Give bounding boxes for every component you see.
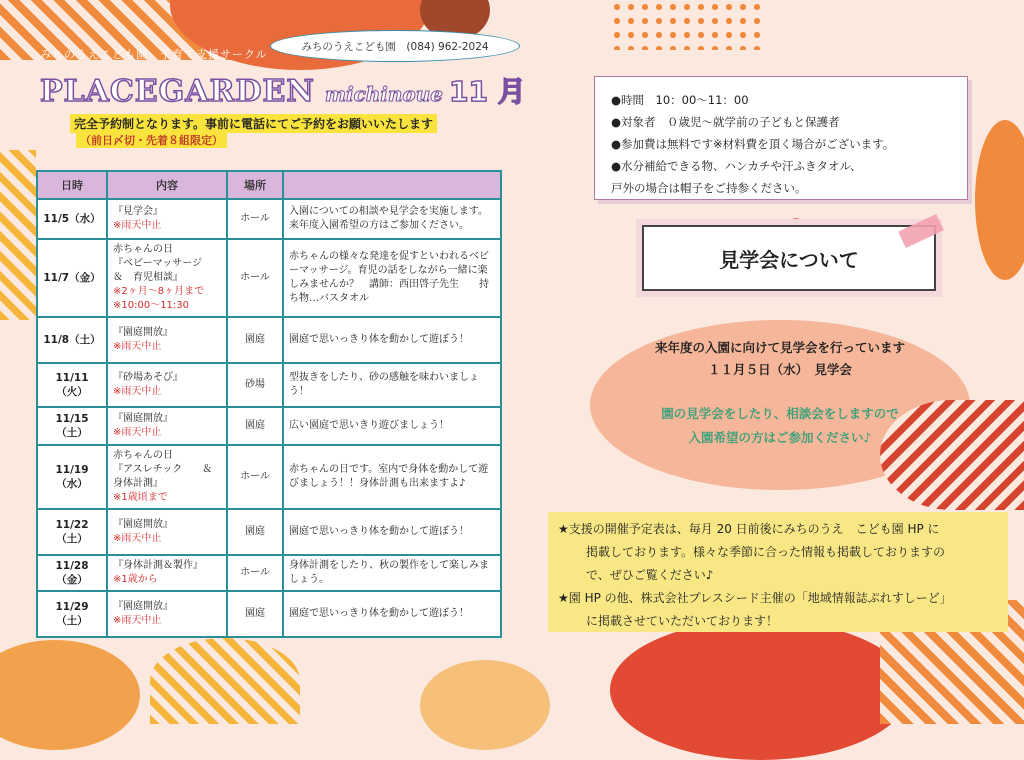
header-content: 内容	[107, 171, 227, 199]
support-line: 掲載しております。様々な季節に合った情報も掲載しておりますの	[586, 545, 946, 559]
table-row	[37, 509, 501, 555]
row-title: 赤ちゃんの日	[113, 244, 173, 255]
deco-blob-right-top	[975, 120, 1024, 280]
row-content	[107, 591, 227, 637]
schedule-header-row	[37, 171, 501, 199]
row-title: 『園庭開放』	[113, 519, 173, 530]
row-date: 11/22（土）	[37, 509, 107, 555]
table-row	[37, 363, 501, 407]
visit-line-3: 園の見学会をしたり、相談会をしますので	[661, 406, 899, 421]
row-date: 11/7（金）	[37, 239, 107, 317]
header-description	[283, 171, 501, 199]
row-title-2: 『アスレチック ＆身体計測』	[113, 464, 213, 489]
deco-blob-bottom-right	[610, 620, 910, 760]
row-note: ※雨天中止	[113, 386, 162, 397]
row-content	[107, 239, 227, 317]
row-note: ※2ヶ月〜8ヶ月まで	[113, 286, 205, 297]
visit-line-2: １１月５日（水） 見学会	[708, 362, 852, 377]
row-title: 『見学会』	[113, 206, 163, 217]
page-title	[40, 70, 526, 109]
row-date: 11/8（土）	[37, 317, 107, 363]
row-title: 『砂場あそび』	[113, 372, 183, 383]
table-row	[37, 407, 501, 445]
deco-dots-top-right	[610, 0, 760, 50]
support-info-box	[548, 512, 1008, 632]
row-date: 11/15（土）	[37, 407, 107, 445]
row-content	[107, 555, 227, 591]
schedule-table	[36, 170, 502, 638]
row-description: 園庭で思いっきり体を動かして遊ぼう！	[283, 591, 501, 637]
row-date: 11/29（土）	[37, 591, 107, 637]
row-description: 園庭で思いっきり体を動かして遊ぼう！	[283, 317, 501, 363]
row-content	[107, 445, 227, 509]
title-sub: michinoue	[324, 82, 444, 106]
row-title: 『身体計測＆製作』	[113, 560, 203, 571]
table-row	[37, 317, 501, 363]
row-place: ホール	[227, 199, 283, 239]
support-line: ★園 HP の他、株式会社プレスシード主催の「地域情報誌ぷれすしーど」	[558, 591, 952, 605]
support-line: で、ぜひご覧ください♪	[586, 568, 714, 582]
table-row	[37, 555, 501, 591]
row-title-2: 『ベビーマッサージ ＆ 育児相談』	[113, 258, 222, 283]
row-place: 園庭	[227, 317, 283, 363]
header-place: 場所	[227, 171, 283, 199]
row-description: 赤ちゃんの様々な発達を促すといわれるベビーマッサージ。育児の話をしながら一緒に楽しみませんか？ 講師：西田啓子先生 持ち物…バスタオル	[283, 239, 501, 317]
row-place: ホール	[227, 445, 283, 509]
row-description: 園庭で思いっきり体を動かして遊ぼう！	[283, 509, 501, 555]
support-line: に掲載させていただいております！	[586, 614, 779, 628]
title-month: 11 月	[449, 75, 526, 108]
support-line: ★支援の開催予定表は、毎月 20 日前後にみちのうえ こども園 HP に	[558, 522, 940, 536]
row-description: 広い園庭で思いきり遊びましょう！	[283, 407, 501, 445]
reservation-deadline: （前日〆切・先着８組限定）	[76, 132, 227, 148]
row-note: ※雨天中止	[113, 427, 162, 438]
info-line: ●参加費は無料です※材料費を頂く場合がございます。	[611, 137, 895, 151]
row-note-2: ※10:00〜11:30	[113, 300, 190, 311]
row-note: ※1歳から	[113, 574, 158, 585]
row-note: ※雨天中止	[113, 341, 162, 352]
row-note: ※雨天中止	[113, 615, 162, 626]
row-place: 砂場	[227, 363, 283, 407]
title-main: PLACEGARDEN	[40, 74, 315, 109]
table-row	[37, 445, 501, 509]
row-content	[107, 199, 227, 239]
row-description: 身体計測をしたり、秋の製作をして楽しみましょう。	[283, 555, 501, 591]
row-note: ※雨天中止	[113, 220, 162, 231]
reservation-notice: 完全予約制となります。事前に電話にてご予約をお願いいたします	[70, 114, 437, 133]
row-description: 入園についての相談や見学会を実施します。来年度入園希望の方はご参加ください。	[283, 199, 501, 239]
info-line: ●時間 10：00〜11：00	[611, 93, 749, 107]
visit-line-4: 入園希望の方はご参加ください♪	[688, 430, 872, 445]
row-date: 11/19（水）	[37, 445, 107, 509]
brand-text: みちのうえこども園 子育て支援サークル	[40, 48, 268, 61]
info-line: ●水分補給できる物、ハンカチや汗ふきタオル、	[611, 159, 862, 173]
deco-stripe-bottom	[150, 638, 300, 724]
row-place: 園庭	[227, 509, 283, 555]
deco-blob-bottom-left	[0, 640, 140, 750]
row-description: 型抜きをしたり、砂の感触を味わいましょう！	[283, 363, 501, 407]
row-date: 11/5（水）	[37, 199, 107, 239]
visit-line-1: 来年度の入園に向けて見学会を行っています	[654, 340, 905, 355]
row-content	[107, 407, 227, 445]
deco-blob-bottom-center	[420, 660, 550, 750]
info-box	[594, 76, 968, 200]
row-date: 11/11（火）	[37, 363, 107, 407]
row-place: 園庭	[227, 591, 283, 637]
row-content	[107, 509, 227, 555]
table-row	[37, 591, 501, 637]
info-line: 戸外の場合は帽子をご持参ください。	[611, 181, 807, 195]
visit-card-title: 見学会について	[642, 225, 936, 291]
row-note: ※雨天中止	[113, 533, 162, 544]
row-place: 園庭	[227, 407, 283, 445]
table-row	[37, 239, 501, 317]
row-title: 赤ちゃんの日	[113, 450, 173, 461]
table-row	[37, 199, 501, 239]
deco-stripe-left	[0, 150, 36, 320]
row-place: ホール	[227, 239, 283, 317]
row-content	[107, 317, 227, 363]
row-content	[107, 363, 227, 407]
row-title: 『園庭開放』	[113, 413, 173, 424]
header-date: 日時	[37, 171, 107, 199]
row-description: 赤ちゃんの日です。室内で身体を動かして遊びましょう！！身体計測も出来ますよ♪	[283, 445, 501, 509]
row-place: ホール	[227, 555, 283, 591]
phone-label: みちのうえこども園 (084) 962-2024	[270, 30, 520, 62]
info-line: ●対象者 ０歳児〜就学前の子どもと保護者	[611, 115, 840, 129]
row-title: 『園庭開放』	[113, 601, 173, 612]
row-note: ※1歳頃まで	[113, 492, 168, 503]
row-title: 『園庭開放』	[113, 327, 173, 338]
row-date: 11/28（金）	[37, 555, 107, 591]
